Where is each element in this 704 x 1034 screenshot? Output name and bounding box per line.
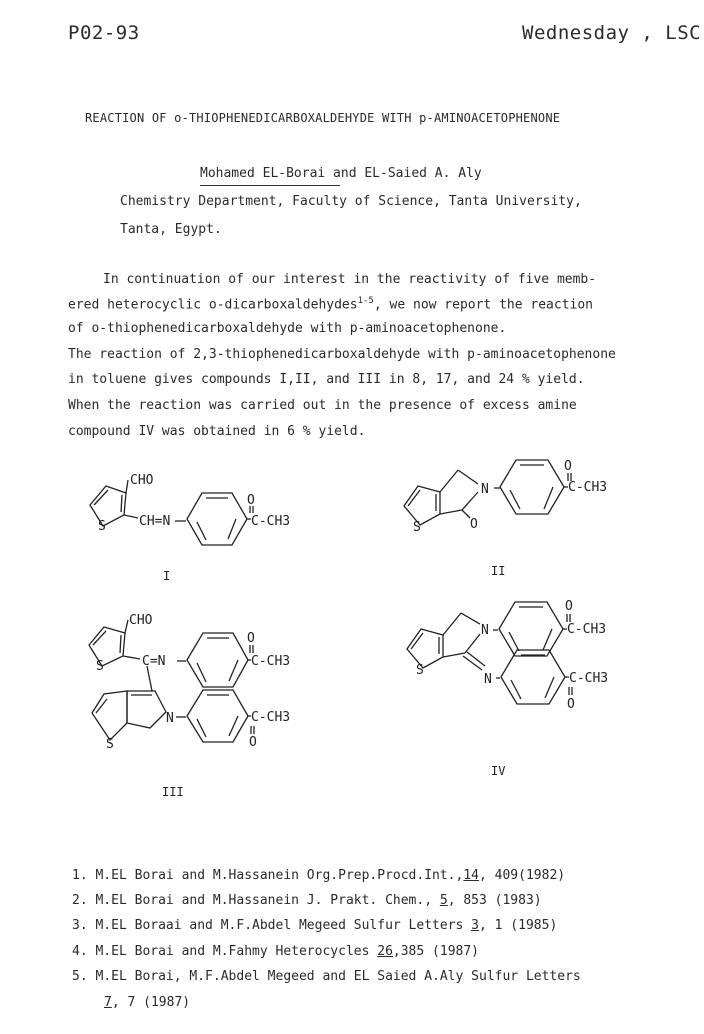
compound-IV-carbonyl-o-2: O xyxy=(567,697,575,712)
reference-item: 2. M.EL Borai and M.Hassanein J. Prakt. Chem., 5, 853 (1983) xyxy=(72,893,542,908)
compound-IV-label: IV xyxy=(491,764,506,778)
reference-item: 4. M.EL Borai and M.Fahmy Heterocycles 26,385 (1987) xyxy=(72,944,479,959)
compound-III-acetyl-1: C-CH3 xyxy=(251,654,291,669)
compound-I-imine: CH=N xyxy=(139,514,171,529)
compound-IV-carbonyl-o-1: O xyxy=(565,599,573,614)
compound-I-structure xyxy=(90,473,290,583)
body-line: in toluene gives compounds I,II, and III in 8, 17, and 24 % yield. xyxy=(68,372,585,387)
compound-I-cho: CHO xyxy=(130,473,154,488)
citation-superscript: 1-5 xyxy=(357,296,374,306)
affiliation-line-1: Chemistry Department, Faculty of Science, Tanta University, xyxy=(120,194,582,209)
compound-II-sulfur: S xyxy=(413,520,421,535)
compound-III-sulfur-2: S xyxy=(106,737,114,752)
compound-II-label: II xyxy=(491,564,506,578)
compound-IV-sulfur: S xyxy=(416,663,424,678)
compound-III-structure xyxy=(89,613,290,799)
compound-III-imine: C=N xyxy=(142,654,166,669)
compound-III-cho: CHO xyxy=(129,613,153,628)
compound-III-label: III xyxy=(162,785,184,799)
compound-III-acetyl-2: C-CH3 xyxy=(251,710,291,725)
compound-III-nitrogen: N xyxy=(166,711,174,726)
compound-III-carbonyl-o-1: O xyxy=(247,631,255,646)
compound-IV-acetyl-2: C-CH3 xyxy=(569,671,609,686)
compound-II-carbonyl-o: O xyxy=(564,459,572,474)
compound-II-acetyl: C-CH3 xyxy=(568,480,608,495)
compound-IV-nitrogen-2: N xyxy=(484,672,492,687)
body-line: of o-thiophenedicarboxaldehyde with p-aminoacetophenone. xyxy=(68,321,507,336)
reference-item: 5. M.EL Borai, M.F.Abdel Megeed and EL Saied A.Aly Sulfur Letters xyxy=(72,969,581,984)
compound-IV-nitrogen-1: N xyxy=(481,623,489,638)
session-code: P02-93 xyxy=(68,22,140,44)
compound-I-carbonyl-o: O xyxy=(247,493,255,508)
compound-II-lactam-o: O xyxy=(470,517,478,532)
authors: Mohamed EL-Borai and EL-Saied A. Aly xyxy=(200,166,482,181)
body-line: ered heterocyclic o-dicarboxaldehydes$^{1-5}$, we now report the reaction xyxy=(68,296,594,313)
body-line: In continuation of our interest in the reactivity of five memb- xyxy=(103,272,597,287)
compound-I-sulfur: S xyxy=(98,519,106,534)
compound-II-nitrogen: N xyxy=(481,482,489,497)
body-line: compound IV was obtained in 6 % yield. xyxy=(68,424,366,439)
compound-III-sulfur-1: S xyxy=(96,659,104,674)
compound-II-structure xyxy=(404,459,607,578)
affiliation-line-2: Tanta, Egypt. xyxy=(120,222,222,237)
body-line: The reaction of 2,3-thiophenedicarboxaldehyde with p-aminoacetophenone xyxy=(68,347,616,362)
compound-IV-structure xyxy=(407,599,608,778)
session-day: Wednesday , LSC xyxy=(522,22,702,44)
reference-item-continuation: 7, 7 (1987) xyxy=(104,995,191,1010)
compound-I-acetyl: C-CH3 xyxy=(251,514,291,529)
reference-item: 3. M.EL Boraai and M.F.Abdel Megeed Sulfur Letters 3, 1 (1985) xyxy=(72,918,558,933)
paper-title: REACTION OF o-THIOPHENEDICARBOXALDEHYDE WITH p-AMINOACETOPHENONE xyxy=(85,111,561,125)
compound-I-label: I xyxy=(163,569,171,583)
compound-III-carbonyl-o-2: O xyxy=(249,735,257,750)
compound-IV-acetyl-1: C-CH3 xyxy=(567,622,607,637)
body-line: When the reaction was carried out in the presence of excess amine xyxy=(68,398,577,413)
reference-item: 1. M.EL Borai and M.Hassanein Org.Prep.Procd.Int.,14, 409(1982) xyxy=(72,868,566,883)
